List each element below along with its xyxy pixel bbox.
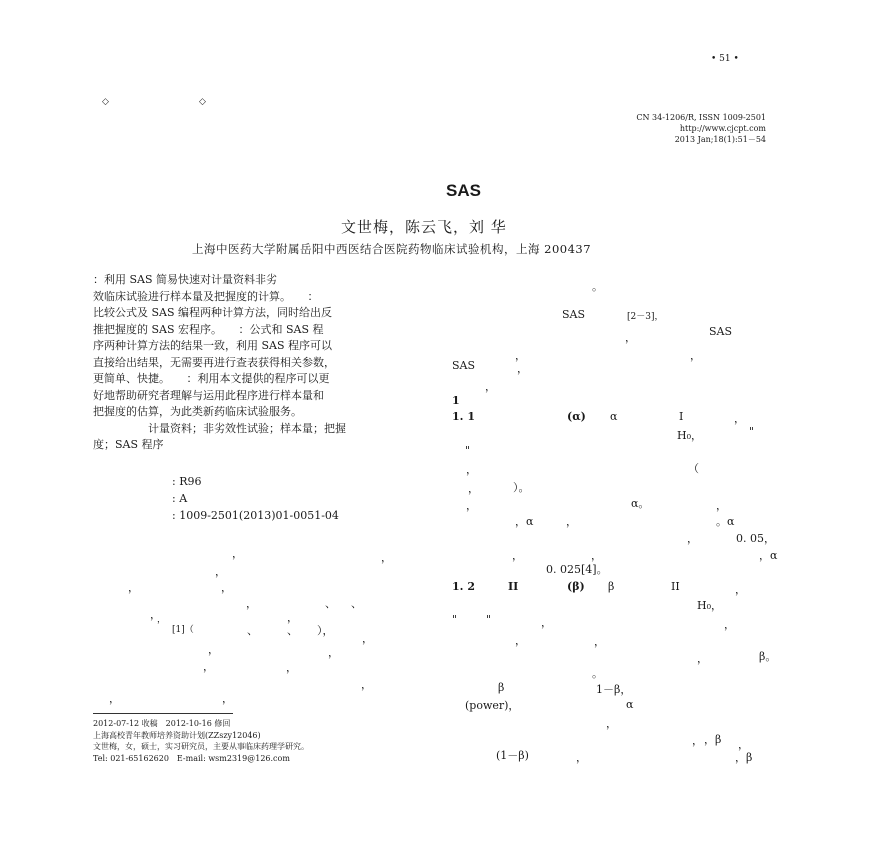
text-fragment: ， bbox=[150, 608, 161, 621]
text-fragment: " bbox=[452, 613, 458, 626]
roman-label: II bbox=[508, 580, 519, 593]
text-fragment: ， bbox=[485, 380, 496, 393]
text-fragment: ， bbox=[328, 646, 339, 659]
diamond-icon: ◇ bbox=[102, 97, 109, 107]
text-fragment: " bbox=[465, 444, 471, 457]
text-fragment: ， bbox=[606, 717, 617, 730]
text-fragment: 、 bbox=[351, 597, 362, 610]
text-fragment: 。 bbox=[592, 667, 603, 680]
subsection-number: 1. 2 bbox=[452, 580, 475, 593]
text-fragment: ， bbox=[566, 515, 577, 528]
article-title: SAS bbox=[446, 181, 481, 200]
text-fragment: 。 bbox=[592, 280, 603, 293]
text-fragment: ）， bbox=[317, 624, 334, 637]
abstract-line: ：利用 SAS 简易快速对计量资料非劣 bbox=[93, 273, 278, 286]
text-fragment: " bbox=[749, 425, 755, 438]
footnote-contact: Tel: 021-65162620 E-mail: wsm2319@126.com bbox=[93, 753, 290, 763]
text-fragment: ， bbox=[690, 349, 701, 362]
power-term: (power)， bbox=[465, 699, 520, 712]
text-fragment: ， bbox=[515, 349, 526, 362]
author-list: 文世梅，陈云飞，刘 华 bbox=[341, 218, 507, 236]
text-fragment: ， bbox=[286, 661, 297, 674]
beta-symbol: β bbox=[498, 681, 505, 694]
text-fragment: ，α bbox=[759, 549, 778, 562]
classification-block bbox=[172, 473, 339, 524]
text-fragment: ， bbox=[687, 532, 698, 545]
text-fragment: ， bbox=[157, 615, 167, 625]
significance-level: 0. 025[4]。 bbox=[546, 563, 608, 576]
text-fragment: SAS bbox=[562, 308, 586, 321]
text-fragment: 。α bbox=[716, 515, 735, 528]
text-fragment: 0. 05， bbox=[736, 532, 775, 545]
journal-cn-issn: CN 34-1206/R, ISSN 1009-2501 bbox=[636, 113, 766, 122]
text-fragment: ， bbox=[361, 678, 372, 691]
section-heading: 1 bbox=[452, 394, 460, 407]
text-fragment: ， bbox=[222, 692, 233, 705]
text-fragment: ， bbox=[221, 581, 232, 594]
roman-numeral: I bbox=[679, 410, 684, 423]
null-hypothesis: H₀， bbox=[677, 429, 703, 442]
article-id: : 1009-2501(2013)01-0051-04 bbox=[172, 509, 339, 522]
text-fragment: ， bbox=[215, 565, 226, 578]
text-fragment: ， bbox=[109, 692, 120, 705]
journal-meta bbox=[636, 112, 766, 145]
footnote-author-bio: 文世梅，女，硕士，实习研究员，主要从事临床药理学研究。 bbox=[93, 742, 309, 751]
subsection-number: 1. 1 bbox=[452, 410, 475, 423]
journal-url: http://www.cjcpt.com bbox=[679, 124, 766, 133]
text-fragment: ， bbox=[515, 634, 526, 647]
text-fragment: " bbox=[486, 613, 492, 626]
text-fragment: ， bbox=[466, 499, 477, 512]
null-hypothesis: H₀， bbox=[697, 599, 723, 612]
text-fragment: SAS bbox=[452, 359, 476, 372]
keywords-line: 度；SAS 程序 bbox=[93, 438, 164, 451]
text-fragment: β。 bbox=[759, 650, 777, 663]
text-fragment: ， bbox=[203, 660, 214, 673]
text-fragment: ， bbox=[246, 597, 257, 610]
text-fragment: ， bbox=[697, 652, 708, 665]
abstract-line: 推把握度的 SAS 宏程序。 ：公式和 SAS 程 bbox=[93, 322, 324, 336]
text-fragment: ）。 bbox=[513, 481, 530, 494]
power-expression: 1－β， bbox=[596, 683, 632, 696]
abstract-line: 比较公式及 SAS 编程两种计算方法，同时给出反 bbox=[93, 306, 333, 319]
text-fragment: ， bbox=[724, 618, 735, 631]
abstract-line: 效临床试验进行样本量及把握度的计算。 ： bbox=[93, 289, 319, 303]
beta-symbol: ，β bbox=[735, 751, 753, 764]
text-fragment: ， bbox=[468, 482, 479, 495]
abstract-line: 更简单、快捷。 ：利用本文提供的程序可以更 bbox=[93, 372, 330, 385]
clc-number: : R96 bbox=[172, 475, 202, 488]
alpha-symbol: α bbox=[610, 410, 618, 423]
footnote-funding: 上海高校青年教师培养资助计划(ZZszy12046) bbox=[93, 730, 261, 740]
text-fragment: ， bbox=[517, 362, 528, 375]
alpha-label: (α) bbox=[567, 410, 586, 423]
affiliation: 上海中医药大学附属岳阳中西医结合医院药物临床试验机构，上海 200437 bbox=[192, 242, 592, 256]
beta-label: (β) bbox=[567, 580, 585, 593]
footnote-rule bbox=[93, 713, 233, 714]
abstract-line: 序两种计算方法的结果一致，利用 SAS 程序可以 bbox=[93, 339, 333, 352]
text-fragment: ， bbox=[512, 549, 523, 562]
page-number: • 51 • bbox=[711, 54, 739, 64]
text-fragment: 、 bbox=[287, 624, 298, 637]
text-fragment: α。 bbox=[631, 497, 650, 510]
abstract-line: 好地帮助研究者理解与运用此程序进行样本量和 bbox=[93, 388, 324, 402]
document-code: : A bbox=[172, 492, 188, 505]
text-fragment: ， bbox=[735, 583, 746, 596]
keywords-line: 计量资料；非劣效性试验；样本量；把握 bbox=[93, 421, 346, 435]
citation-ref: [2－3]， bbox=[627, 312, 664, 322]
citation-ref: [1]（ bbox=[172, 625, 194, 635]
abstract-line: 把握度的估算，为此类新药临床试验服务。 bbox=[93, 405, 302, 418]
text-fragment: ， bbox=[232, 547, 243, 560]
text-fragment: ， bbox=[716, 499, 727, 512]
text-fragment: ， bbox=[128, 581, 139, 594]
text-fragment: 、 bbox=[325, 597, 336, 610]
footnote bbox=[93, 718, 309, 764]
text-fragment: ， bbox=[734, 412, 745, 425]
roman-numeral: II bbox=[671, 580, 680, 593]
text-fragment: ， bbox=[594, 635, 605, 648]
text-fragment: ， bbox=[692, 734, 703, 747]
text-fragment: ， bbox=[576, 751, 587, 764]
abstract-line: 直接给出结果，无需要再进行查表获得相关参数， bbox=[93, 355, 335, 369]
text-fragment: ， bbox=[591, 549, 602, 562]
text-fragment: ， bbox=[362, 632, 373, 645]
abstract bbox=[93, 272, 438, 454]
text-fragment: ， bbox=[466, 463, 477, 476]
power-expression: (1－β) bbox=[496, 749, 529, 762]
beta-symbol: β bbox=[608, 580, 615, 593]
journal-citation: 2013 Jan;18(1):51－54 bbox=[674, 135, 766, 144]
text-fragment: ， bbox=[287, 611, 298, 624]
text-fragment: ， bbox=[541, 616, 552, 629]
text-fragment: 、 bbox=[247, 624, 258, 637]
text-fragment: ， bbox=[208, 643, 219, 656]
text-fragment: ， bbox=[738, 738, 749, 751]
alpha-symbol: α bbox=[626, 698, 634, 711]
footnote-dates: 2012-07-12 收稿 2012-10-16 修回 bbox=[93, 719, 231, 728]
beta-symbol: ，β bbox=[704, 733, 722, 746]
text-fragment: ， bbox=[381, 551, 392, 564]
text-fragment: ， bbox=[625, 331, 636, 344]
text-fragment: SAS bbox=[709, 325, 733, 338]
text-fragment: （ bbox=[688, 462, 699, 475]
diamond-icon: ◇ bbox=[199, 97, 206, 107]
text-fragment: ，α bbox=[515, 515, 534, 528]
